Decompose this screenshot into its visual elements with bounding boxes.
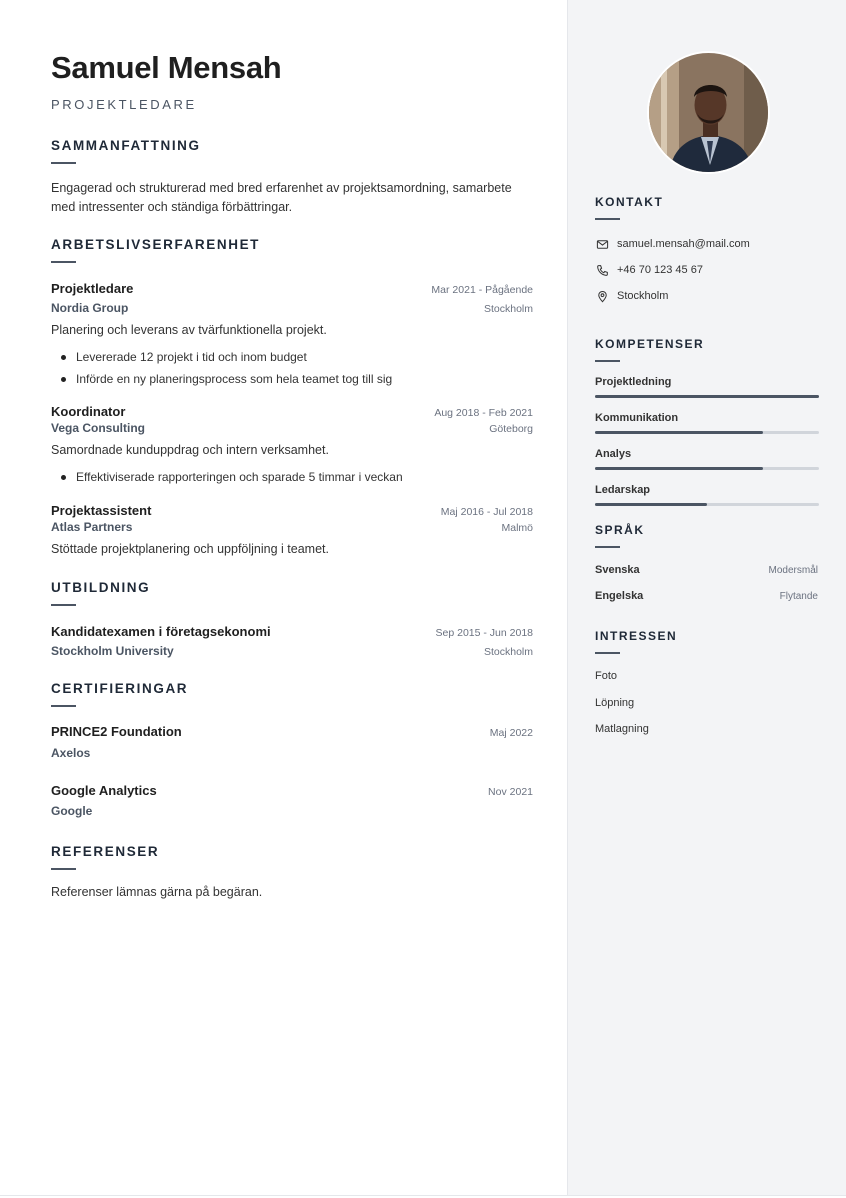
job-description: Stöttade projektplanering och uppföljning i teamet. [51,542,329,556]
contact-phone-row [595,257,818,283]
interests-title: INTRESSEN [595,629,678,643]
interests-section [595,629,818,743]
job-date: Mar 2021 - Pågående [431,284,533,296]
job-title: Projektassistent [51,503,152,518]
contact-email-row [595,231,818,257]
skills-title: KOMPETENSER [595,337,705,351]
section-divider [595,652,620,654]
skill-level-fill [595,467,763,470]
experience-title: ARBETSLIVSERFARENHET [51,237,261,252]
school-name: Stockholm University [51,644,174,658]
skill-name: Kommunikation [595,412,679,424]
section-divider [595,546,620,548]
job-location: Göteborg [489,423,533,435]
degree-title: Kandidatexamen i företagsekonomi [51,624,271,639]
certification-issuer: Google [51,804,93,818]
section-divider [595,360,620,362]
location-pin-icon [595,289,609,303]
skill-name: Ledarskap [595,484,651,496]
contact-location: Stockholm [617,290,669,302]
sidebar [567,0,846,1196]
section-divider [51,705,76,707]
contact-section [595,195,818,309]
section-divider [595,218,620,220]
job-entry [51,503,533,559]
job-date: Maj 2016 - Jul 2018 [440,506,533,518]
contact-title: KONTAKT [595,195,664,209]
skill-name: Analys [595,448,632,460]
job-bullet: Effektiviserade rapporteringen och sparade 5 timmar i veckan [51,466,533,488]
language-name: Engelska [595,590,644,602]
education-date: Sep 2015 - Jun 2018 [435,627,533,639]
job-company: Atlas Partners [51,520,133,534]
job-bullet: Levererade 12 projekt i tid och inom budget [51,346,533,368]
mail-icon [595,237,609,251]
section-divider [51,162,76,164]
section-divider [51,868,76,870]
profile-photo [647,51,770,174]
job-bullet: Införde en ny planeringsprocess som hela teamet tog till sig [51,368,533,390]
job-date: Aug 2018 - Feb 2021 [434,407,533,419]
job-location: Malmö [501,522,533,534]
job-description: Planering och leverans av tvärfunktionella projekt. [51,323,327,337]
skill-item [595,412,818,434]
education-title: UTBILDNING [51,580,151,595]
skills-section [595,337,818,506]
skill-item [595,484,818,506]
interest-item: Löpning [595,696,635,709]
skill-level-fill [595,395,819,398]
skill-level-bar [595,503,819,506]
language-row [595,557,818,583]
references-title: REFERENSER [51,844,160,859]
job-bullets [51,346,533,390]
job-entry [51,404,533,488]
language-level: Flytande [779,590,818,602]
certification-issuer: Axelos [51,746,91,760]
section-divider [51,604,76,606]
job-title: Koordinator [51,404,126,419]
contact-location-row [595,283,818,309]
language-row [595,583,818,609]
job-entry [51,281,533,390]
job-title: Projektledare [51,281,134,296]
skill-level-bar [595,467,819,470]
skill-item [595,376,818,398]
job-location: Stockholm [483,303,533,315]
certifications-section [51,681,533,820]
education-entry [51,624,533,658]
skill-item [595,448,818,470]
language-level: Modersmål [768,564,818,576]
interest-item: Foto [595,670,618,682]
references-text: Referenser lämnas gärna på begäran. [51,885,263,899]
skill-level-bar [595,431,819,434]
job-description: Samordnade kunduppdrag och intern verksamhet. [51,443,329,457]
certification-entry [51,724,533,762]
certification-name: PRINCE2 Foundation [51,724,182,739]
languages-section [595,523,818,609]
education-section [51,580,533,658]
job-company: Nordia Group [51,301,129,315]
contact-email[interactable]: samuel.mensah@mail.com [617,238,750,250]
contact-phone[interactable]: +46 70 123 45 67 [617,264,703,276]
certification-entry [51,783,533,820]
summary-text: Engagerad och strukturerad med bred erfarenhet av projektsamordning, samarbete med intressenter och ständiga förbättringar. [51,181,512,214]
certification-date: Nov 2021 [488,786,533,798]
language-name: Svenska [595,564,640,576]
experience-section [51,237,533,559]
references-section [51,844,533,902]
candidate-name: Samuel Mensah [51,50,282,85]
certification-date: Maj 2022 [489,727,533,739]
interest-item: Matlagning [595,723,649,735]
job-company: Vega Consulting [51,421,146,435]
summary-title: SAMMANFATTNING [51,138,201,153]
summary-section [51,138,533,217]
school-location: Stockholm [483,646,533,658]
skill-name: Projektledning [595,376,672,388]
page-bottom-border [0,1195,846,1196]
section-divider [51,261,76,263]
phone-icon [595,263,609,277]
skill-level-fill [595,503,707,506]
certifications-title: CERTIFIERINGAR [51,681,189,696]
skill-level-fill [595,431,763,434]
candidate-role: PROJEKTLEDARE [51,97,197,112]
skill-level-bar [595,395,819,398]
certification-name: Google Analytics [51,783,157,798]
languages-title: SPRÅK [595,523,645,537]
job-bullets [51,466,533,488]
